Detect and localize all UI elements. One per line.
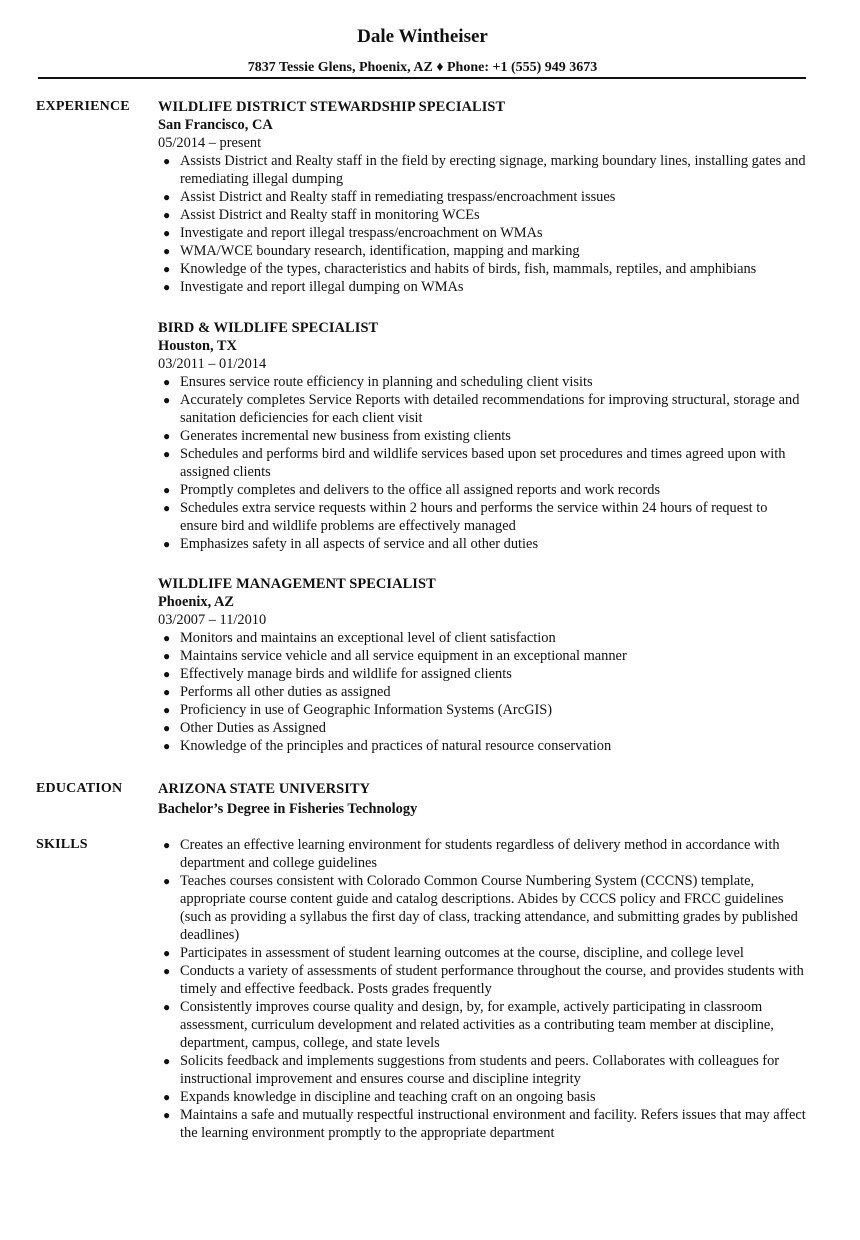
- list-item: ● Knowledge of the types, characteristics and habits of birds, fish, mammals, reptiles, and amphibians: [163, 261, 757, 277]
- list-item: ● Expands knowledge in discipline and teaching craft on an ongoing basis: [163, 1089, 596, 1105]
- bullet-icon: ●: [163, 226, 171, 240]
- bullet-icon: ●: [163, 483, 171, 497]
- list-item: ● Monitors and maintains an exceptional level of client satisfaction: [163, 630, 556, 646]
- degree-name: Bachelor’s Degree in Fisheries Technology: [158, 801, 418, 817]
- job-entry: [158, 575, 808, 755]
- school-name: ARIZONA STATE UNIVERSITY: [158, 781, 371, 797]
- bullet-icon: ●: [163, 262, 171, 276]
- list-item: ● Assists District and Realty staff in the field by erecting signage, marking boundary lines, installing gates and remediating illegal dumping: [163, 153, 806, 187]
- bullet-icon: ●: [163, 649, 171, 663]
- list-item: ● Conducts a variety of assessments of student performance throughout the course, and provides students with timely and effective feedback. Posts grades frequently: [163, 963, 804, 997]
- job-duties-list: [158, 152, 808, 296]
- list-item: ● Effectively manage birds and wildlife for assigned clients: [163, 666, 512, 682]
- list-item: ● Assist District and Realty staff in monitoring WCEs: [163, 207, 480, 223]
- list-item: ● Investigate and report illegal trespass/encroachment on WMAs: [163, 225, 543, 241]
- list-item: ● Schedules extra service requests within 2 hours and performs the service within 24 hours of request to ensure bird and wildlife problems are effectively managed: [163, 500, 768, 534]
- job-entry: [158, 98, 808, 296]
- bullet-icon: ●: [163, 244, 171, 258]
- list-item: ● Maintains service vehicle and all service equipment in an exceptional manner: [163, 648, 627, 664]
- list-item: ● Teaches courses consistent with Colorado Common Course Numbering System (CCCNS) template, appropriate course content guide and catalog descriptions. Abides by CCCS policy and FRCC guidelines (such as providing a syllabus the first day of class, tracking attendance, and submitting grades by published deadlines): [163, 873, 798, 943]
- education-entry: [158, 780, 808, 818]
- bullet-icon: ●: [163, 208, 171, 222]
- candidate-name: Dale Wintheiser: [357, 26, 488, 47]
- header-divider: [38, 77, 806, 79]
- list-item: ● Maintains a safe and mutually respectful instructional environment and facility. Refers issues that may affect the learning environment promptly to the appropriate department: [163, 1107, 806, 1141]
- bullet-icon: ●: [163, 190, 171, 204]
- bullet-icon: ●: [163, 154, 171, 168]
- bullet-icon: ●: [163, 739, 171, 753]
- job-dates: 03/2011 – 01/2014: [158, 356, 267, 372]
- bullet-icon: ●: [163, 280, 171, 294]
- list-item: ● Creates an effective learning environment for students regardless of delivery method in accordance with department and college guidelines: [163, 837, 780, 871]
- list-item: ● Assist District and Realty staff in remediating trespass/encroachment issues: [163, 189, 616, 205]
- bullet-icon: ●: [163, 964, 171, 978]
- list-item: ● Generates incremental new business from existing clients: [163, 428, 511, 444]
- list-item: ● Emphasizes safety in all aspects of service and all other duties: [163, 536, 539, 552]
- job-dates: 05/2014 – present: [158, 135, 262, 151]
- list-item: ● Knowledge of the principles and practices of natural resource conservation: [163, 738, 612, 754]
- bullet-icon: ●: [163, 946, 171, 960]
- bullet-icon: ●: [163, 631, 171, 645]
- bullet-icon: ●: [163, 429, 171, 443]
- skills-heading: SKILLS: [36, 837, 88, 852]
- job-title: WILDLIFE DISTRICT STEWARDSHIP SPECIALIST: [158, 99, 506, 115]
- bullet-icon: ●: [163, 838, 171, 852]
- bullet-icon: ●: [163, 447, 171, 461]
- job-duties-list: [158, 373, 808, 553]
- job-dates: 03/2007 – 11/2010: [158, 612, 267, 628]
- bullet-icon: ●: [163, 393, 171, 407]
- bullet-icon: ●: [163, 874, 171, 888]
- list-item: ● Consistently improves course quality and design, by, for example, actively participating in classroom assessment, curriculum development and related activities as a contributing team member at discipline, department, campus, college, and state levels: [163, 999, 774, 1051]
- bullet-icon: ●: [163, 721, 171, 735]
- list-item: ● Participates in assessment of student learning outcomes at the course, discipline, and college level: [163, 945, 744, 961]
- bullet-icon: ●: [163, 375, 171, 389]
- experience-heading: EXPERIENCE: [36, 99, 130, 114]
- list-item: ● WMA/WCE boundary research, identification, mapping and marking: [163, 243, 580, 259]
- bullet-icon: ●: [163, 1108, 171, 1122]
- bullet-icon: ●: [163, 537, 171, 551]
- job-location: San Francisco, CA: [158, 117, 273, 133]
- job-entry: [158, 319, 808, 553]
- list-item: ● Proficiency in use of Geographic Information Systems (ArcGIS): [163, 702, 553, 718]
- bullet-icon: ●: [163, 501, 171, 515]
- bullet-icon: ●: [163, 1090, 171, 1104]
- job-location: Phoenix, AZ: [158, 594, 234, 610]
- bullet-icon: ●: [163, 1000, 171, 1014]
- bullet-icon: ●: [163, 703, 171, 717]
- list-item: ● Promptly completes and delivers to the office all assigned reports and work records: [163, 482, 661, 498]
- skills-list: [158, 836, 808, 1142]
- list-item: ● Solicits feedback and implements suggestions from students and peers. Collaborates with colleagues for instructional improvement and ensures course and discipline integrity: [163, 1053, 780, 1087]
- job-title: BIRD & WILDLIFE SPECIALIST: [158, 320, 379, 336]
- contact-line: 7837 Tessie Glens, Phoenix, AZ ♦ Phone: +1 (555) 949 3673: [247, 60, 598, 75]
- list-item: ● Schedules and performs bird and wildlife services based upon set procedures and times agreed upon with assigned clients: [163, 446, 786, 480]
- bullet-icon: ●: [163, 685, 171, 699]
- job-location: Houston, TX: [158, 338, 237, 354]
- bullet-icon: ●: [163, 1054, 171, 1068]
- job-title: WILDLIFE MANAGEMENT SPECIALIST: [158, 576, 436, 592]
- job-duties-list: [158, 629, 808, 755]
- bullet-icon: ●: [163, 667, 171, 681]
- list-item: ● Performs all other duties as assigned: [163, 684, 391, 700]
- list-item: ● Ensures service route efficiency in planning and scheduling client visits: [163, 374, 593, 390]
- list-item: ● Investigate and report illegal dumping on WMAs: [163, 279, 464, 295]
- list-item: ● Other Duties as Assigned: [163, 720, 326, 736]
- education-heading: EDUCATION: [36, 781, 123, 796]
- list-item: ● Accurately completes Service Reports with detailed recommendations for improving structural, storage and sanitation deficiencies for each client visit: [163, 392, 800, 426]
- skills-entry: [158, 836, 808, 1142]
